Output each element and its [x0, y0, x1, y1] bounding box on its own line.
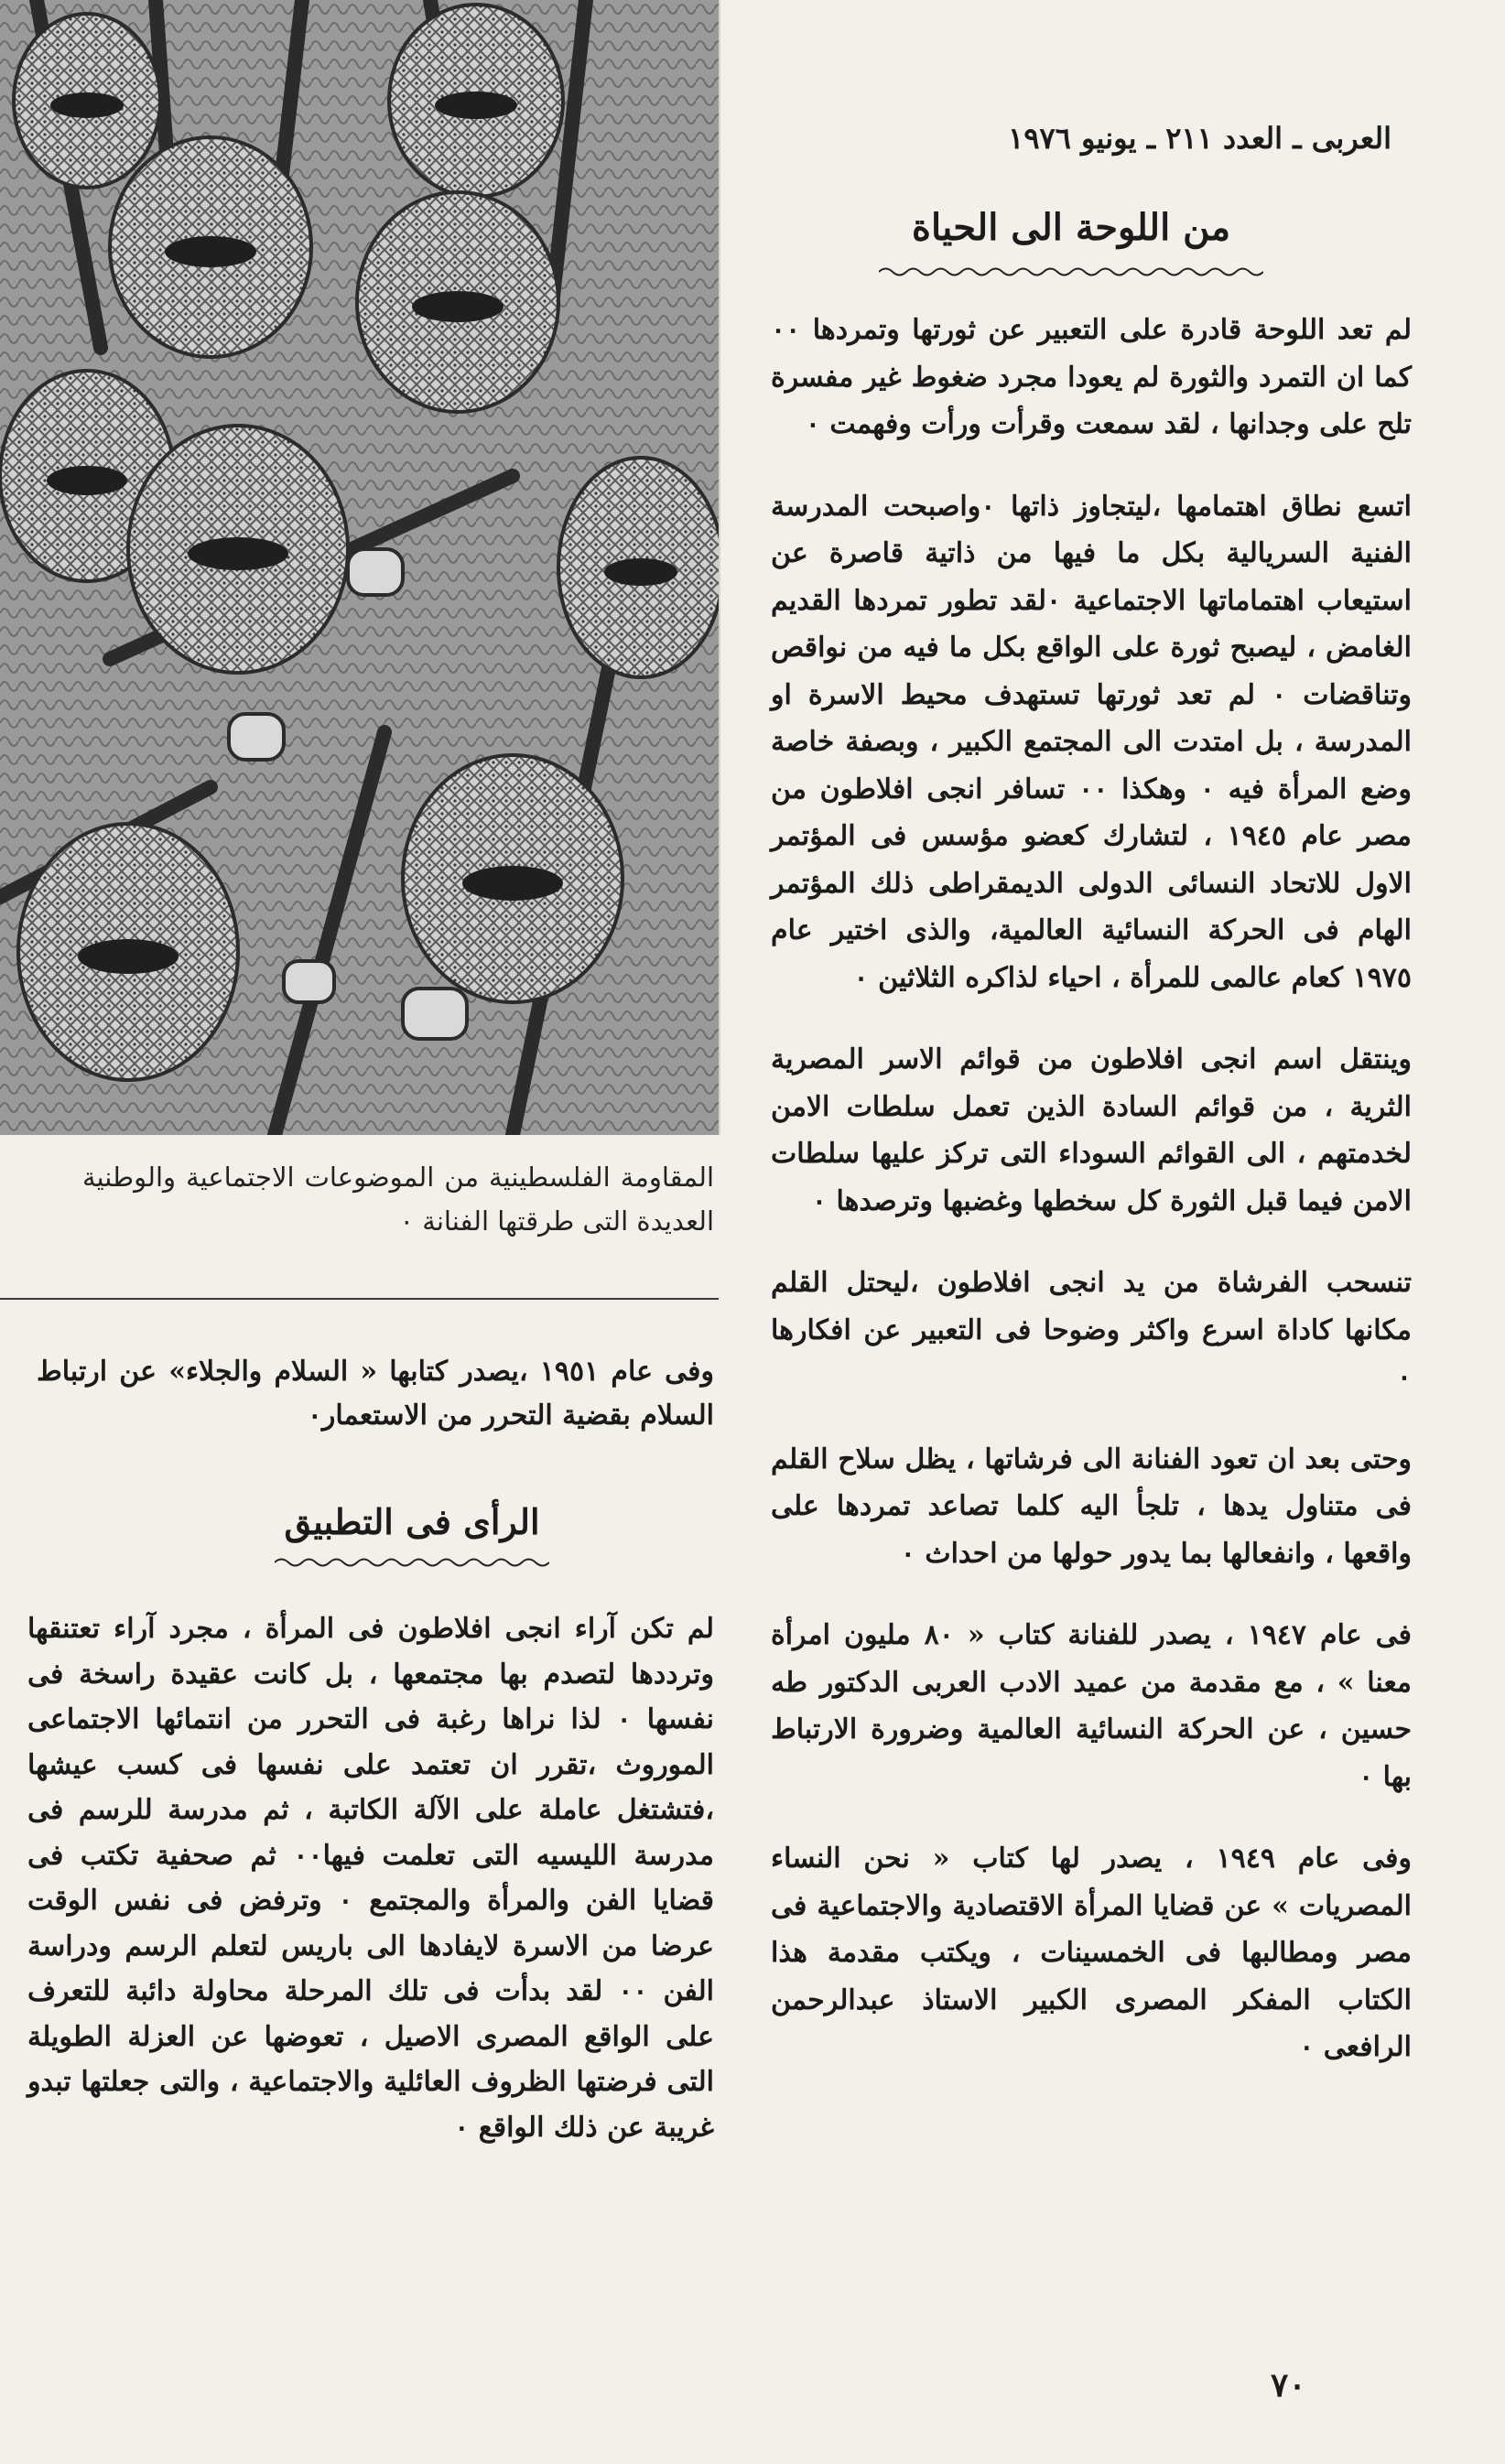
paragraph: تنسحب الفرشاة من يد انجى افلاطون ،ليحتل القلم مكانها كاداة اسرع واكثر وضوحا فى التعبير عن افكارها ٠	[771, 1267, 1412, 1393]
paragraph: وينتقل اسم انجى افلاطون من قوائم الاسر المصرية الثرية ، من قوائم السادة الذين تعمل سلطات الامن لخدمتهم ، الى القوائم السوداء التى تركز عليها سلطات الامن فيما قبل الثورة كل سخطها وغضبها وترصدها ٠	[771, 1043, 1412, 1217]
paragraph: وحتى بعد ان تعود الفنانة الى فرشاتها ، يظل سلاح القلم فى متناول يدها ، تلجأ اليه كلما تصاعد تمردها على واقعها ، وانفعالها بما يدور حولها من احداث ٠	[771, 1443, 1412, 1570]
left-intro-paragraph: وفى عام ١٩٥١ ،يصدر كتابها « السلام والجلاء» عن ارتباط السلام بقضية التحرر من الاستعمار٠	[37, 1356, 714, 1432]
left-body-text: لم تكن آراء انجى افلاطون فى المرأة ، مجرد آراء تعتنقها وترددها لتصدم بها مجتمعها ، بل كانت عقيدة راسخة فى نفسها ٠ لذا نراها رغبة فى التحرر من انتمائها الاجتماعى الموروث ،تقرر ان تعتمد على نفسها فى كسب عيشها ،فتشتغل عاملة على الآلة الكاتبة ، ثم مدرسة للرسم فى مدرسة الليسيه التى تعلمت فيها٠٠ ثم صحفية تكتب فى قضايا الفن والمرأة والمجتمع ٠ وترفض فى نفس الوقت عرضا من الاسرة لايفادها الى باريس لتعلم الرسم ودراسة الفن ٠٠ لقد بدأت فى تلك المرحلة محاولة دائبة للتعرف على الواقع المصرى الاصيل ، تعوضها عن العزلة الطويلة التى فرضتها الظروف العائلية والاجتماعية ، والتى جعلتها تبدو غريبة عن ذلك الواقع ٠	[27, 1613, 715, 2144]
painting-image	[0, 0, 720, 1135]
issue-header: العربى ـ العدد ٢١١ ـ يونيو ١٩٧٦	[1008, 121, 1391, 156]
subheading-wavy-underline	[275, 1556, 549, 1569]
title-wavy-underline	[879, 265, 1263, 278]
paragraph: لم تعد اللوحة قادرة على التعبير عن ثورتها وتمردها ٠٠ كما ان التمرد والثورة لم يعودا مجرد ضغوط غير مفسرة تلح على وجدانها ، لقد سمعت وقرأت ورأت وفهمت ٠	[771, 314, 1412, 440]
section-subheading: الرأى فى التطبيق	[284, 1501, 540, 1542]
column-divider-rule	[0, 1298, 719, 1300]
paragraph: وفى عام ١٩٤٩ ، يصدر لها كتاب « نحن النساء المصريات » عن قضايا المرأة الاقتصادية والاجتماعية فى مصر ومطالبها فى الخمسينات ، ويكتب مقدمة هذا الكتاب المفكر المصرى الكبير الاستاذ عبدالرحمن الرافعى ٠	[771, 1843, 1413, 2063]
right-column-text	[771, 307, 1412, 2104]
figure-caption: المقاومة الفلسطينية من الموضوعات الاجتماعية والوطنية العديدة التى طرقتها الفنانة ٠	[82, 1162, 714, 1237]
paragraph: اتسع نطاق اهتمامها ،ليتجاوز ذاتها ٠واصبحت المدرسة الفنية السريالية بكل ما فيها من ذاتية قاصرة عن استيعاب اهتماماتها الاجتماعية ٠لقد تطور تمردها القديم الغامض ، ليصبح ثورة على الواقع بكل ما فيه من نواقص وتناقضات ٠ لم تعد ثورتها تستهدف محيط الاسرة او المدرسة ، بل امتدت الى المجتمع الكبير ، وبصفة خاصة وضع المرأة فيه ٠ وهكذا ٠٠ تسافر انجى افلاطون من مصر عام ١٩٤٥ ، لتشارك كعضو مؤسس فى المؤتمر الاول للاتحاد النسائى الدولى الديمقراطى ذلك المؤتمر الهام فى الحركة النسائية العالمية، والذى اختير عام ١٩٧٥ كعام عالمى للمرأة ، احياء لذاكره الثلاثين ٠	[771, 490, 1413, 994]
article-title: من اللوحة الى الحياة	[911, 206, 1230, 249]
paragraph: فى عام ١٩٤٧ ، يصدر للفنانة كتاب « ٨٠ مليون امرأة معنا » ، مع مقدمة من عميد الادب العربى الدكتور طه حسين ، عن الحركة النسائية العالمية وضرورة الارتباط بها ٠	[771, 1619, 1412, 1793]
page-number: ٧٠	[1271, 2366, 1306, 2405]
